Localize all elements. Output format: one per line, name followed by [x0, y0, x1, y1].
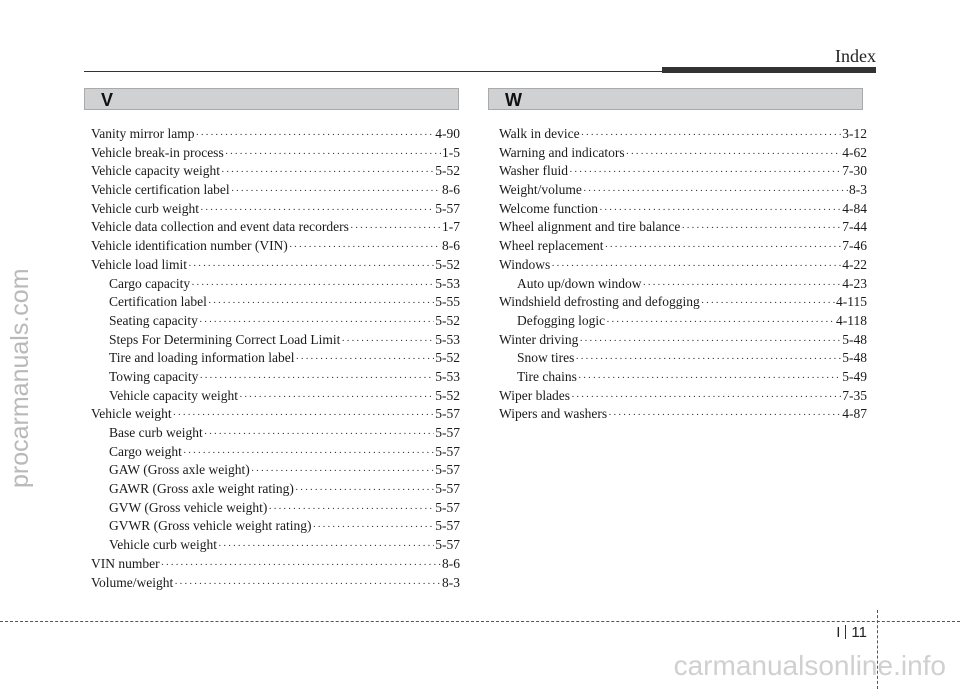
index-entry-page: 4-22	[842, 256, 867, 272]
index-entry-label: Winter driving	[499, 331, 579, 347]
index-entry-page: 8-6	[442, 555, 460, 571]
index-entry-label: Walk in device	[499, 126, 580, 141]
dot-leader	[251, 462, 434, 481]
index-entry-label: Certification label	[109, 294, 207, 310]
dot-leader	[599, 201, 841, 220]
index-entry-page: 8-3	[442, 574, 460, 590]
index-entry-page: 5-48	[842, 331, 867, 347]
index-entry-page: 4-90	[435, 126, 460, 141]
page-number-value: 11	[851, 624, 867, 641]
dot-leader	[583, 182, 848, 201]
index-entry-label: Vehicle weight	[91, 406, 172, 422]
index-subentry	[91, 368, 460, 387]
dot-leader	[295, 350, 434, 369]
dot-leader	[188, 257, 434, 276]
page-section-letter: I	[836, 624, 841, 641]
dot-leader	[295, 481, 434, 500]
dot-leader	[208, 294, 434, 313]
index-entry	[499, 144, 867, 163]
index-subentry	[91, 461, 460, 480]
index-entry-label: Wheel alignment and tire balance	[499, 219, 681, 235]
index-entry	[91, 181, 460, 200]
dot-leader	[289, 238, 441, 257]
dot-leader	[575, 350, 841, 369]
index-entry	[499, 256, 867, 275]
index-entry	[91, 125, 460, 144]
index-entry	[91, 162, 460, 181]
index-entry-label: Vehicle capacity weight	[109, 387, 238, 403]
index-subentry	[499, 349, 867, 368]
index-entry	[499, 331, 867, 350]
index-entry-page: 5-57	[435, 518, 460, 534]
index-entry-label: Welcome function	[499, 200, 599, 216]
index-entry-label: Cargo capacity	[109, 275, 191, 291]
index-entry-page: 5-49	[842, 368, 867, 384]
index-entry-label: Auto up/down window	[517, 275, 642, 291]
index-entry-page: 5-52	[435, 312, 460, 328]
index-entry-label: Vehicle curb weight	[109, 537, 217, 553]
index-entry	[499, 218, 867, 237]
section-heading-w: W	[488, 88, 863, 110]
index-subentry	[91, 424, 460, 443]
index-subentry	[499, 275, 867, 294]
index-entry-label: Vehicle load limit	[91, 256, 187, 272]
index-entry-label: Wheel replacement	[499, 238, 604, 254]
index-entry	[499, 162, 867, 181]
watermark-side: procarmanuals.com	[6, 268, 34, 488]
index-subentry	[91, 293, 460, 312]
index-entry-label: Windshield defrosting and defogging	[499, 294, 700, 310]
header-rule	[84, 71, 662, 72]
dot-leader	[199, 313, 434, 332]
index-column-w	[499, 125, 867, 424]
index-entry-label: Vehicle curb weight	[91, 200, 199, 216]
index-entry-label: Wipers and washers	[499, 406, 608, 422]
index-entry-page: 4-23	[842, 275, 867, 291]
dot-leader	[183, 444, 434, 463]
dot-leader	[581, 126, 842, 145]
index-entry-label: GAWR (Gross axle weight rating)	[109, 481, 294, 497]
index-entry-label: Steps For Determining Correct Load Limit	[109, 331, 341, 347]
index-entry-label: Vehicle identification number (VIN)	[91, 238, 288, 254]
index-entry-page: 5-52	[435, 387, 460, 403]
index-entry-page: 5-57	[435, 406, 460, 422]
index-entry-label: Volume/weight	[91, 574, 174, 590]
index-entry-page: 5-52	[435, 163, 460, 179]
index-entry-label: Tire chains	[517, 368, 577, 384]
index-entry-label: Cargo weight	[109, 443, 182, 459]
index-entry-label: Snow tires	[517, 350, 575, 366]
index-subentry	[91, 387, 460, 406]
dot-leader	[681, 219, 841, 238]
dot-leader	[579, 332, 841, 351]
index-entry-page: 7-44	[842, 219, 867, 235]
watermark-bottom: carmanualsonline.info	[673, 650, 946, 681]
dot-leader	[268, 500, 434, 519]
index-entry-page: 5-53	[435, 275, 460, 291]
index-entry-page: 5-57	[435, 537, 460, 553]
index-entry-page: 5-57	[435, 443, 460, 459]
footer-rule	[0, 621, 960, 622]
index-subentry	[91, 275, 460, 294]
index-entry	[91, 144, 460, 163]
dot-leader	[195, 126, 434, 145]
index-subentry	[91, 499, 460, 518]
section-heading-v: V	[84, 88, 459, 110]
index-subentry	[91, 443, 460, 462]
index-entry	[91, 256, 460, 275]
index-entry-label: GAW (Gross axle weight)	[109, 462, 250, 478]
index-entry-label: Warning and indicators	[499, 144, 625, 160]
index-entry-page: 8-6	[442, 238, 460, 254]
index-entry	[91, 200, 460, 219]
index-entry-page: 7-30	[842, 163, 867, 179]
index-column-v	[91, 125, 460, 592]
index-entry-page: 5-57	[435, 499, 460, 515]
index-entry-label: Vehicle certification label	[91, 182, 230, 198]
dot-leader	[173, 406, 435, 425]
index-entry-page: 1-5	[442, 144, 460, 160]
index-subentry	[91, 517, 460, 536]
index-entry	[499, 200, 867, 219]
dot-leader	[200, 201, 434, 220]
dot-leader	[231, 182, 441, 201]
index-subentry	[91, 536, 460, 555]
index-entry-page: 8-6	[442, 182, 460, 198]
dot-leader	[569, 163, 841, 182]
index-entry-page: 5-57	[435, 425, 460, 440]
index-entry-label: Towing capacity	[109, 368, 199, 384]
dot-leader	[199, 369, 434, 388]
index-entry-page: 4-62	[842, 144, 867, 160]
index-entry-label: GVWR (Gross vehicle weight rating)	[109, 518, 312, 534]
index-entry-page: 4-84	[842, 200, 867, 216]
dot-leader	[350, 219, 441, 238]
index-entry	[499, 293, 867, 312]
index-entry-page: 4-87	[842, 406, 867, 422]
dot-leader	[239, 388, 434, 407]
dot-leader	[606, 313, 835, 332]
index-entry-label: Vehicle capacity weight	[91, 163, 220, 179]
index-entry	[499, 181, 867, 200]
dot-leader	[643, 276, 842, 295]
index-entry-label: Washer fluid	[499, 163, 569, 179]
index-entry-page: 4-115	[836, 294, 867, 310]
index-entry-label: Defogging logic	[517, 312, 606, 328]
index-entry-page: 5-48	[842, 350, 867, 366]
index-entry-page: 7-35	[842, 387, 867, 403]
index-entry	[499, 387, 867, 406]
index-entry	[499, 125, 867, 144]
index-entry-page: 5-52	[435, 350, 460, 366]
index-entry-label: Weight/volume	[499, 182, 582, 198]
dot-leader	[191, 276, 434, 295]
dot-leader	[204, 425, 435, 444]
index-entry-page: 4-118	[836, 312, 867, 328]
index-entry-page: 5-53	[435, 368, 460, 384]
page-number	[836, 624, 867, 641]
dot-leader	[341, 332, 434, 351]
dot-leader	[312, 518, 434, 537]
index-entry-label: VIN number	[91, 555, 160, 571]
dot-leader	[605, 238, 842, 257]
index-entry-label: Wiper blades	[499, 387, 571, 403]
index-entry-label: Seating capacity	[109, 312, 198, 328]
dot-leader	[218, 537, 434, 556]
index-entry	[91, 237, 460, 256]
index-entry-label: Vehicle break-in process	[91, 144, 224, 160]
index-subentry	[91, 312, 460, 331]
dot-leader	[161, 556, 441, 575]
dot-leader	[578, 369, 841, 388]
index-entry-label: Vanity mirror lamp	[91, 126, 195, 141]
index-entry-label: Tire and loading information label	[109, 350, 295, 366]
index-subentry	[91, 349, 460, 368]
header-rule-accent	[662, 67, 876, 73]
dot-leader	[225, 145, 441, 164]
index-entry-page: 5-57	[435, 200, 460, 216]
index-entry-page: 5-52	[435, 256, 460, 272]
page-number-separator	[845, 625, 846, 639]
page-header-title: Index	[835, 46, 876, 66]
index-subentry	[91, 331, 460, 350]
index-entry-label: Base curb weight	[109, 425, 203, 440]
index-entry-page: 8-3	[849, 182, 867, 198]
index-entry	[91, 218, 460, 237]
dot-leader	[551, 257, 841, 276]
index-entry	[91, 555, 460, 574]
dot-leader	[174, 575, 441, 594]
index-entry	[91, 574, 460, 593]
index-subentry	[499, 368, 867, 387]
index-subentry	[499, 312, 867, 331]
index-entry-label: Vehicle data collection and event data recorders	[91, 219, 349, 235]
index-entry	[91, 405, 460, 424]
index-entry-page: 3-12	[842, 126, 867, 141]
index-entry	[499, 237, 867, 256]
index-entry	[499, 405, 867, 424]
dot-leader	[221, 163, 434, 182]
index-entry-page: 5-57	[435, 481, 460, 497]
dot-leader	[571, 388, 841, 407]
index-entry-page: 5-53	[435, 331, 460, 347]
index-subentry	[91, 480, 460, 499]
index-entry-label: GVW (Gross vehicle weight)	[109, 499, 268, 515]
index-entry-page: 7-46	[842, 238, 867, 254]
index-entry-label: Windows	[499, 256, 551, 272]
dot-leader	[701, 294, 835, 313]
dot-leader	[608, 406, 841, 425]
dot-leader	[626, 145, 842, 164]
index-entry-page: 5-55	[435, 294, 460, 310]
index-entry-page: 1-7	[442, 219, 460, 235]
index-entry-page: 5-57	[435, 462, 460, 478]
